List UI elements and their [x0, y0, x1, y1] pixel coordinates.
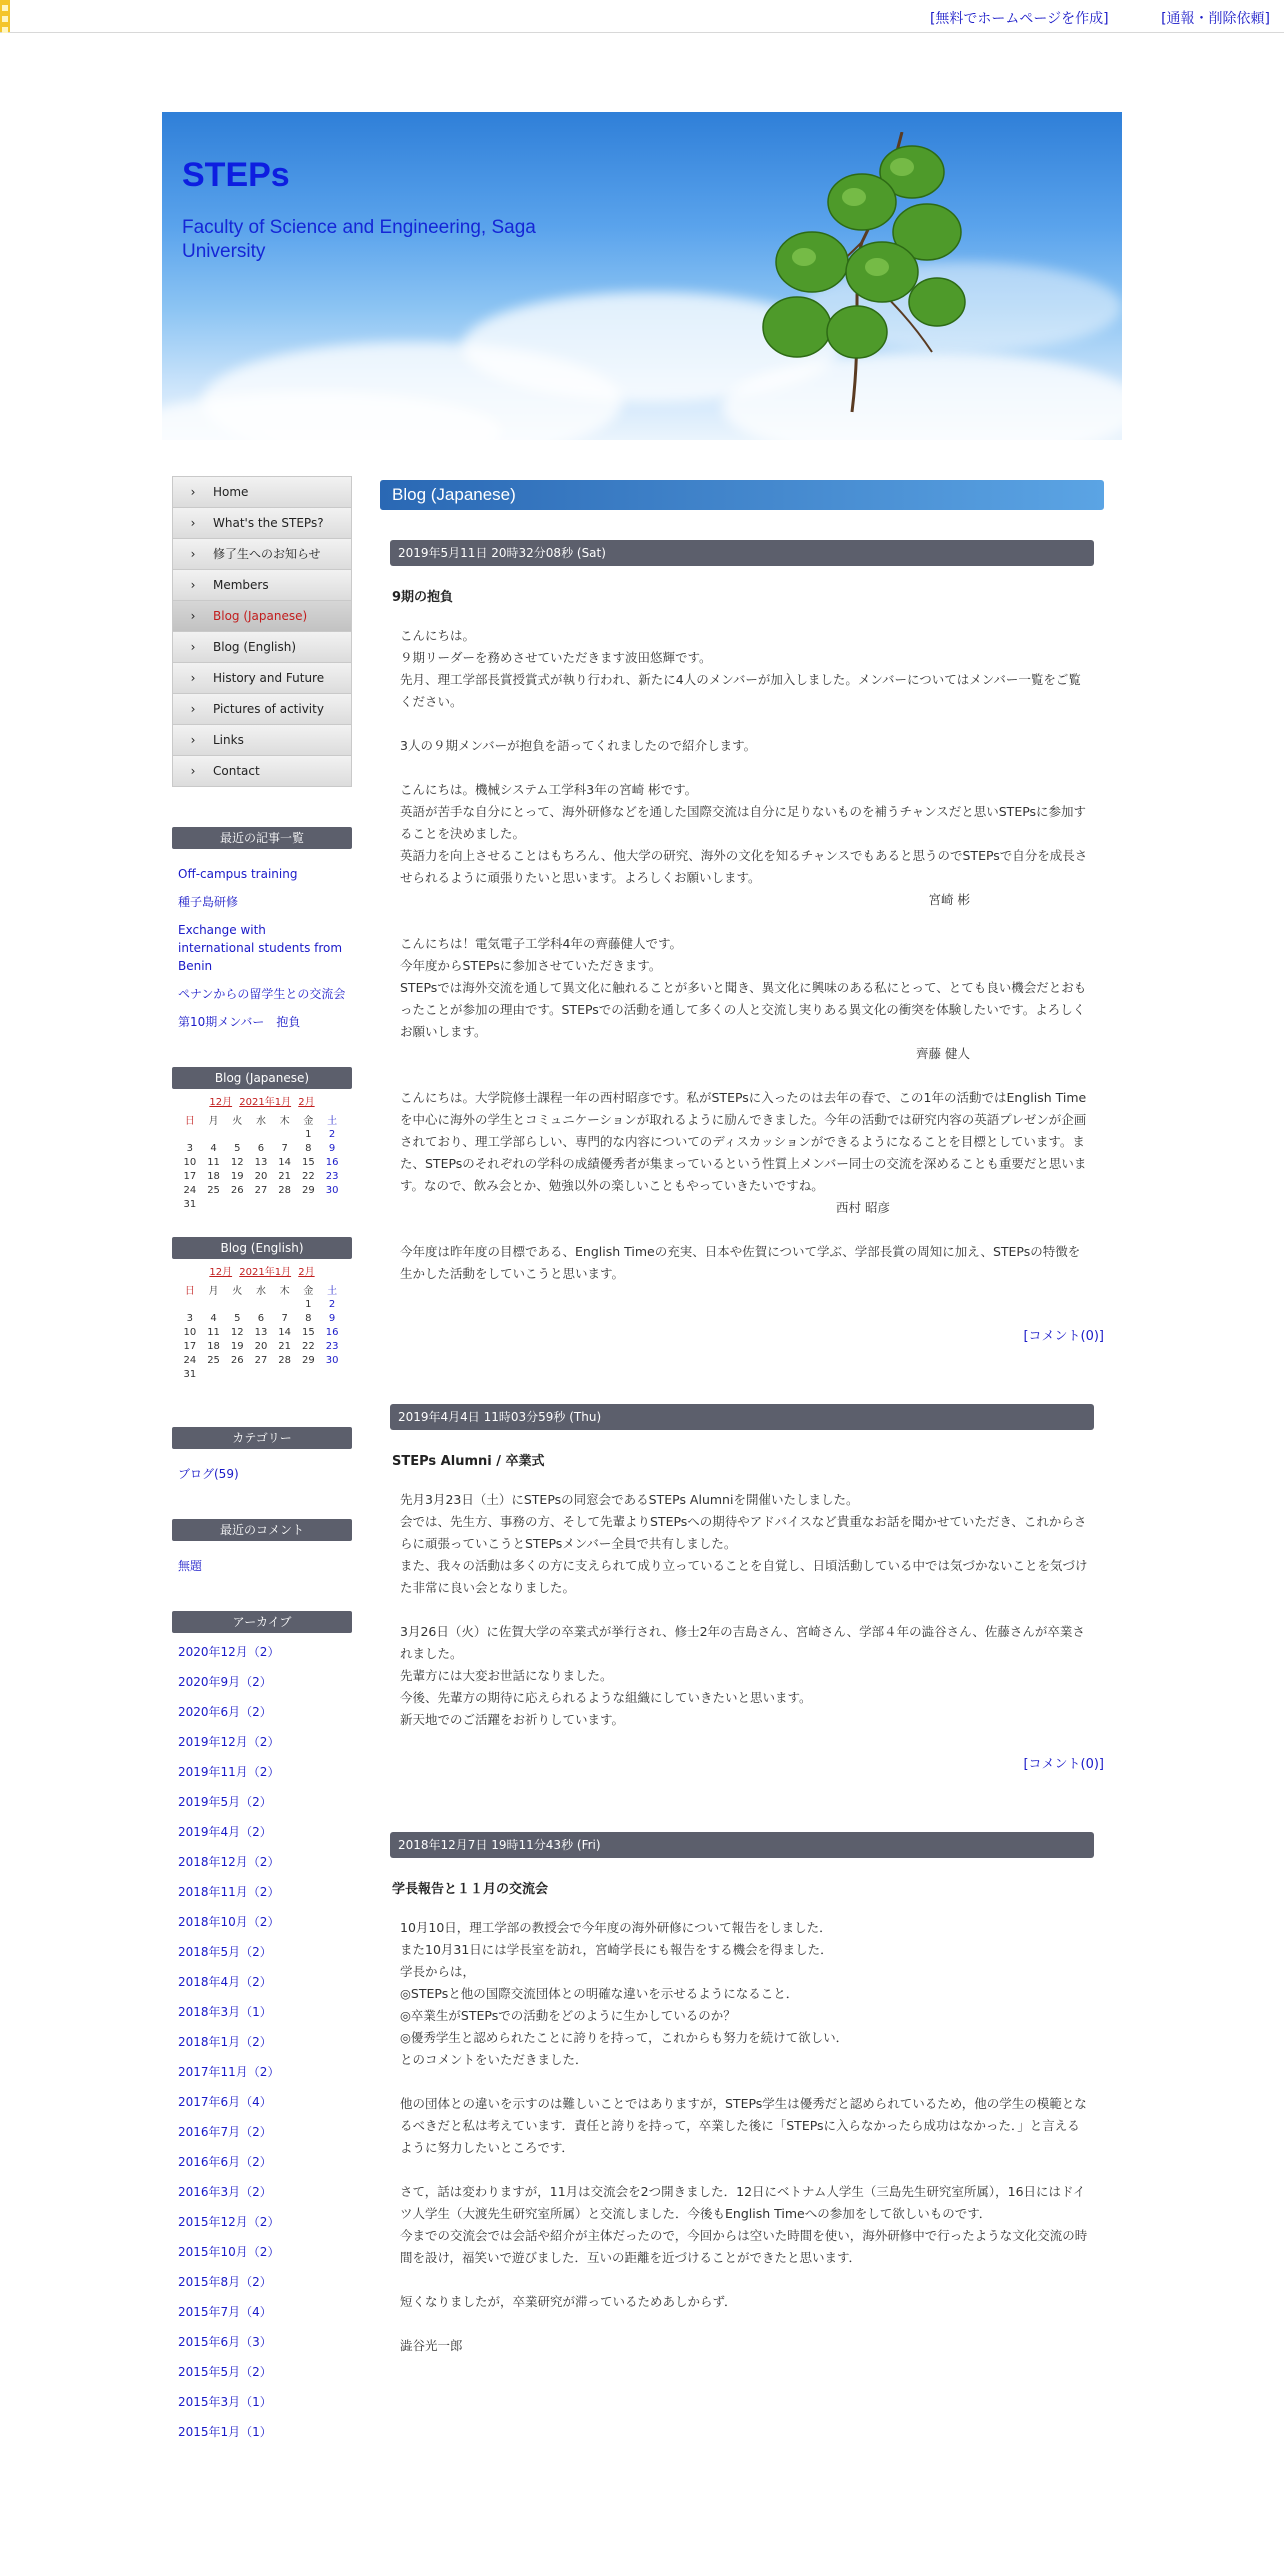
calendar-day: 28 — [278, 1354, 292, 1366]
post-paragraph — [400, 625, 1090, 713]
calendar-weekday: 火 — [232, 1116, 243, 1127]
calendar-day: 29 — [302, 1184, 315, 1196]
post-line: 3人の９期メンバーが抱負を語ってくれましたので紹介します。 — [400, 738, 757, 753]
archive-link[interactable]: 2015年5月（2） — [178, 2365, 272, 2379]
nav-graduates-notice[interactable] — [173, 539, 351, 570]
calendar-day: 8 — [305, 1312, 312, 1324]
nav-label: Links — [213, 733, 244, 747]
post-line: 3月26日（火）に佐賀大学の卒業式が挙行され、修士2年の吉島さん、宮崎さん、学部４年の澁谷さん、佐藤さんが卒業されました。 — [400, 1624, 1085, 1661]
chevron-right-icon: › — [190, 516, 196, 530]
recent-comments-heading: 最近のコメント — [172, 1519, 352, 1541]
post-line: 今年度からSTEPsに参加させていただきます。 — [400, 958, 662, 973]
calendar-day: 5 — [234, 1312, 241, 1324]
archive-link[interactable]: 2015年3月（1） — [178, 2395, 272, 2409]
site-badge-icon[interactable] — [0, 0, 10, 32]
calendar-weekday: 火 — [232, 1286, 243, 1297]
calendar-day — [178, 1297, 202, 1311]
nav-blog-japanese[interactable] — [173, 601, 351, 632]
recent-comments-list — [172, 1541, 352, 1575]
calendar-day: 13 — [254, 1156, 268, 1168]
post-paragraph — [400, 933, 1090, 1065]
post-date: 2018年12月7日 19時11分43秒 (Fri) — [390, 1832, 1094, 1858]
calendar-day: 1 — [305, 1128, 312, 1140]
calendar-day: 29 — [302, 1354, 315, 1366]
post-line: STEPsでは海外交流を通して異文化に触れることが多いと聞き、異文化に興味のある私にとって、とても良い機会だとおもったことが参加の理由です。STEPsでの活動を通して多くの人と交流し実りある異文化の衝突を体験したいです。よろしくお願いします。 — [400, 980, 1087, 1039]
calendar-day: 4 — [210, 1312, 217, 1324]
post-date: 2019年4月4日 11時03分59秒 (Thu) — [390, 1404, 1094, 1430]
post-line: 他の団体との違いを示すのは難しいことではありますが，STEPs学生は優秀だと認められているため，他の学生の模範となるべきだと私は考えています．責任と誇りを持って，卒業した後に「STEPsに入らなかったら成功はなかった．」と言えるように努力したいところです． — [400, 2096, 1087, 2155]
post-date: 2019年5月11日 20時32分08秒 (Sat) — [390, 540, 1094, 566]
post-line: 今年度は昨年度の目標である、English Timeの充実、日本や佐賀について学ぶ、学部長賞の周知に加え、STEPsの特徴を生かした活動をしていこうと思います。 — [400, 1244, 1081, 1281]
main-content — [380, 480, 1104, 2379]
recent-post-link[interactable]: Off-campus training — [178, 867, 298, 881]
calendar-day — [249, 1297, 273, 1311]
archive-link[interactable]: 2019年4月（2） — [178, 1825, 272, 1839]
comment-link[interactable]: [コメント(0)] — [1023, 1757, 1104, 1772]
chevron-right-icon: › — [190, 702, 196, 716]
post-signature: 西村 昭彦 — [836, 1200, 890, 1215]
post-line: こんにちは。機械システム工学科3年の宮崎 彬です。 — [400, 782, 698, 797]
site-title[interactable]: STEPs — [182, 156, 290, 194]
leaf-branch-icon — [742, 132, 982, 422]
calendar-day: 17 — [183, 1170, 197, 1182]
post-title: 学長報告と１１月の交流会 — [392, 1882, 549, 1897]
calendar-day: 14 — [278, 1156, 292, 1168]
comment-link[interactable]: 無題 — [178, 1559, 203, 1573]
calendar-day: 30 — [325, 1354, 339, 1366]
nav-history[interactable] — [173, 663, 351, 694]
archive-link[interactable]: 2018年5月（2） — [178, 1945, 272, 1959]
calendar-weekday: 水 — [255, 1286, 266, 1297]
recent-post-link[interactable]: ペナンからの留学生との交流会 — [178, 987, 346, 1001]
calendar-day: 23 — [325, 1170, 339, 1182]
calendar-weekday: 木 — [279, 1286, 290, 1297]
calendar-day — [249, 1197, 273, 1211]
post-paragraph — [400, 779, 1090, 911]
sidebar — [172, 476, 352, 2447]
archive-link[interactable]: 2020年12月（2） — [178, 1645, 280, 1659]
calendar-day — [202, 1127, 226, 1141]
post-paragraph — [400, 1489, 1090, 1599]
calendar-day — [178, 1127, 202, 1141]
nav-label: Home — [213, 485, 249, 499]
recent-post-link[interactable]: 種子島研修 — [178, 895, 239, 909]
calendar-day: 22 — [302, 1340, 315, 1352]
post-paragraph — [400, 1621, 1090, 1731]
main-nav — [172, 476, 352, 787]
blog-post — [380, 1832, 1104, 2357]
calendar-weekday: 日 — [184, 1286, 195, 1297]
calendar-next-link[interactable]: 2月 — [298, 1267, 315, 1278]
post-line: 英語が苦手な自分にとって、海外研修などを通した国際交流は自分に足りないものを補うチャンスだと思いSTEPsに参加することを決めました。 — [400, 804, 1087, 841]
post-footer — [380, 1325, 1104, 1344]
calendar-day — [225, 1197, 249, 1211]
post-line: ◎STEPsと他の国際交流団体との明確な違いを示せるようになること． — [400, 1986, 799, 2001]
calendar-day — [202, 1297, 226, 1311]
nav-label: Blog (Japanese) — [213, 609, 308, 623]
archive-link[interactable]: 2015年12月（2） — [178, 2215, 280, 2229]
post-line: 短くなりましたが，卒業研究が滞っているためあしからず． — [400, 2294, 737, 2309]
archive-link[interactable]: 2015年8月（2） — [178, 2275, 272, 2289]
calendar-day — [249, 1367, 273, 1381]
post-paragraph — [400, 2335, 1090, 2357]
nav-home[interactable] — [173, 477, 351, 508]
archive-link[interactable]: 2018年3月（1） — [178, 2005, 272, 2019]
calendar-en — [172, 1259, 352, 1381]
calendar-day — [225, 1127, 249, 1141]
calendar-day — [297, 1367, 321, 1381]
archive-link[interactable]: 2018年1月（2） — [178, 2035, 272, 2049]
recent-posts-list — [172, 849, 352, 1031]
calendar-nav — [178, 1093, 346, 1108]
post-line: 今後、先輩方の期待に応えられるような組織にしていきたいと思います。 — [400, 1690, 812, 1705]
calendar-day — [249, 1127, 273, 1141]
archive-link[interactable]: 2019年5月（2） — [178, 1795, 272, 1809]
chevron-right-icon: › — [190, 733, 196, 747]
nav-label: Contact — [213, 764, 260, 778]
calendar-prev-link[interactable]: 12月 — [209, 1267, 233, 1278]
calendar-day — [273, 1197, 297, 1211]
calendar-grid — [178, 1282, 344, 1381]
chevron-right-icon: › — [190, 578, 196, 592]
post-paragraph — [400, 735, 1090, 757]
calendar-day: 19 — [230, 1340, 244, 1352]
post-paragraph — [400, 2093, 1090, 2159]
post-title: STEPs Alumni / 卒業式 — [392, 1454, 545, 1469]
calendar-day: 15 — [302, 1156, 315, 1168]
calendar-day: 25 — [207, 1184, 220, 1196]
calendar-next-link[interactable]: 2月 — [298, 1097, 315, 1108]
calendar-day: 11 — [207, 1156, 220, 1168]
post-line: 10月10日，理工学部の教授会で今年度の海外研修について報告をしました． — [400, 1920, 832, 1935]
calendar-weekday: 日 — [184, 1116, 195, 1127]
create-homepage-link[interactable]: [無料でホームページを作成] — [929, 11, 1109, 27]
post-line: 先輩方には大変お世話になりました。 — [400, 1668, 613, 1683]
calendar-weekday: 水 — [255, 1116, 266, 1127]
calendar-day: 6 — [257, 1142, 265, 1154]
recent-post-link[interactable]: 第10期メンバー 抱負 — [178, 1015, 301, 1029]
calendar-day: 15 — [302, 1326, 315, 1338]
chevron-right-icon: › — [190, 640, 196, 654]
archive-list — [172, 1633, 352, 2447]
post-signature: 宮崎 彬 — [928, 892, 970, 907]
calendar-weekday: 月 — [208, 1116, 219, 1127]
calendar-day: 31 — [183, 1198, 197, 1210]
post-line: 会では、先生方、事務の方、そして先輩よりSTEPsへの期待やアドバイスなど貴重なお話を聞かせていただき、これからさらに頑張っていこうとSTEPsメンバー全員で共有しました。 — [400, 1514, 1087, 1551]
calendar-day: 26 — [230, 1184, 244, 1196]
calendar-day: 6 — [257, 1312, 265, 1324]
post-line: こんにちは。 — [400, 628, 476, 643]
post-line: 先月3月23日（土）にSTEPsの同窓会であるSTEPs Alumniを開催いたしました。 — [400, 1492, 859, 1507]
nav-label: 修了生へのお知らせ — [213, 547, 321, 561]
post-paragraph — [400, 1917, 1090, 2071]
post-line: さて，話は変わりますが，11月は交流会を2つ開きました．12日にベトナム人学生（三島先生研究室所属），16日にはドイツ人学生（大渡先生研究室所属）と交流しました．今後もEnglish Timeへの参加をして欲しいものです． — [400, 2184, 1086, 2221]
calendar-day: 27 — [254, 1354, 268, 1366]
calendar-current-link[interactable]: 2021年1月 — [239, 1267, 292, 1278]
calendar-day: 23 — [325, 1340, 339, 1352]
post-line: また、我々の活動は多くの方に支えられて成り立っていることを自覚し、日頃活動している中では気づかないことを気づけた非常に良い会となりました。 — [400, 1558, 1088, 1595]
top-bar — [0, 0, 1284, 33]
site-subtitle: Faculty of Science and Engineering, Saga University — [182, 217, 536, 262]
post-paragraph — [400, 1241, 1090, 1285]
calendar-day: 17 — [183, 1340, 197, 1352]
calendar-day: 9 — [328, 1142, 336, 1154]
archive-link[interactable]: 2019年11月（2） — [178, 1765, 280, 1779]
calendar-day: 24 — [183, 1184, 197, 1196]
calendar-weekday: 木 — [279, 1116, 290, 1127]
calendar-day: 8 — [305, 1142, 312, 1154]
calendar-day: 20 — [254, 1340, 268, 1352]
calendar-jp — [172, 1089, 352, 1211]
chevron-right-icon: › — [190, 485, 196, 499]
calendar-day: 13 — [254, 1326, 268, 1338]
calendar-day — [320, 1367, 344, 1381]
top-links — [882, 8, 1270, 28]
calendar-day: 7 — [281, 1312, 288, 1324]
nav-contact[interactable] — [173, 756, 351, 786]
calendar-day: 25 — [207, 1354, 220, 1366]
post-body — [400, 1489, 1090, 1731]
calendar-day — [225, 1297, 249, 1311]
calendar-day: 3 — [186, 1142, 194, 1154]
calendar-day: 18 — [207, 1340, 220, 1352]
post-paragraph — [400, 1087, 1090, 1219]
nav-links[interactable] — [173, 725, 351, 756]
post-line: 学長からは， — [400, 1964, 476, 1979]
post-body — [400, 625, 1090, 1285]
post-line: 先月、理工学部長賞授賞式が執り行われ、新たに4人のメンバーが加入しました。メンバーについてはメンバー一覧をご覧ください。 — [400, 672, 1081, 709]
calendar-day: 28 — [278, 1184, 292, 1196]
blog-post — [380, 540, 1104, 1344]
nav-label: Members — [213, 578, 269, 592]
calendar-day — [297, 1197, 321, 1211]
nav-members[interactable] — [173, 570, 351, 601]
calendar-weekday: 金 — [303, 1116, 314, 1127]
calendar-day: 2 — [328, 1128, 336, 1140]
calendar-weekday: 月 — [208, 1286, 219, 1297]
archive-link[interactable]: 2018年12月（2） — [178, 1855, 280, 1869]
calendar-day: 4 — [210, 1142, 217, 1154]
chevron-right-icon: › — [190, 547, 196, 561]
calendar-day: 27 — [254, 1184, 268, 1196]
calendar-day: 12 — [230, 1326, 244, 1338]
calendar-day: 21 — [278, 1170, 292, 1182]
archive-link[interactable]: 2016年7月（2） — [178, 2125, 272, 2139]
archive-link[interactable]: 2018年10月（2） — [178, 1915, 280, 1929]
calendar-day: 22 — [302, 1170, 315, 1182]
blog-heading: Blog (Japanese) — [380, 480, 1104, 510]
calendar-day: 9 — [328, 1312, 336, 1324]
calendar-day: 1 — [305, 1298, 312, 1310]
calendar-day: 18 — [207, 1170, 220, 1182]
calendar-day: 7 — [281, 1142, 288, 1154]
nav-blog-english[interactable] — [173, 632, 351, 663]
chevron-right-icon: › — [190, 671, 196, 685]
post-body — [400, 1917, 1090, 2357]
calendar-day — [225, 1367, 249, 1381]
calendar-day: 26 — [230, 1354, 244, 1366]
calendar-day: 21 — [278, 1340, 292, 1352]
post-line: また10月31日には学長室を訪れ，宮崎学長にも報告をする機会を得ました． — [400, 1942, 833, 1957]
nav-label: Pictures of activity — [213, 702, 324, 716]
recent-posts-heading: 最近の記事一覧 — [172, 827, 352, 849]
report-link[interactable]: [通報・削除依頼] — [1161, 11, 1270, 27]
category-list — [172, 1449, 352, 1483]
nav-label: Blog (English) — [213, 640, 297, 654]
post-list — [380, 540, 1104, 2357]
post-line: こんにちは。大学院修士課程一年の西村昭彦です。私がSTEPsに入ったのは去年の春で、この1年の活動ではEnglish Timeを中心に海外の学生とコミュニケーションが取れるように励んできました。今年の活動では研究内容の英語プレゼンが企画されており、理工学部らしい、専門的な内容についてのディスカッションができるようになることを目標としています。また、STEPsのそれぞれの学科の成績優秀者が集まっているという性質上メンバー同士の交流を深めることも重要だと思います。なので、飲み会とか、勉強以外の楽しいこともやっていきたいですね。 — [400, 1090, 1087, 1193]
post-title: 9期の抱負 — [392, 590, 454, 605]
nav-whats-steps[interactable] — [173, 508, 351, 539]
post-line: 澁谷光一郎 — [400, 2338, 463, 2353]
header-banner — [162, 112, 1122, 440]
archive-link[interactable]: 2018年4月（2） — [178, 1975, 272, 1989]
calendar-day: 2 — [328, 1298, 336, 1310]
calendar-day — [273, 1367, 297, 1381]
post-paragraph — [400, 2291, 1090, 2313]
post-signature: 齊藤 健人 — [916, 1046, 970, 1061]
calendar-day: 12 — [230, 1156, 244, 1168]
nav-label: History and Future — [213, 671, 325, 685]
calendar-day — [273, 1297, 297, 1311]
calendar-day: 16 — [325, 1156, 339, 1168]
archive-link[interactable]: 2017年6月（4） — [178, 2095, 272, 2109]
blog-post — [380, 1404, 1104, 1772]
post-line: ◎優秀学生と認められたことに誇りを持って，これからも努力を続けて欲しい． — [400, 2030, 849, 2045]
archive-link[interactable]: 2015年7月（4） — [178, 2305, 272, 2319]
calendar-day: 30 — [325, 1184, 339, 1196]
calendar-jp-heading: Blog (Japanese) — [172, 1067, 352, 1089]
post-paragraph — [400, 2181, 1090, 2269]
calendar-day — [202, 1367, 226, 1381]
calendar-day: 3 — [186, 1312, 194, 1324]
nav-label: What's the STEPs? — [213, 516, 324, 530]
post-line: とのコメントをいただきました． — [400, 2052, 588, 2067]
calendar-current-link[interactable]: 2021年1月 — [239, 1097, 292, 1108]
category-link[interactable]: ブログ(59) — [178, 1467, 239, 1481]
archive-link[interactable]: 2016年6月（2） — [178, 2155, 272, 2169]
archive-link[interactable]: 2016年3月（2） — [178, 2185, 272, 2199]
calendar-day — [320, 1197, 344, 1211]
calendar-nav — [178, 1263, 346, 1278]
calendar-day: 20 — [254, 1170, 268, 1182]
calendar-day: 10 — [183, 1156, 197, 1168]
calendar-day: 14 — [278, 1326, 292, 1338]
archive-link[interactable]: 2018年11月（2） — [178, 1885, 280, 1899]
archive-link[interactable]: 2015年6月（3） — [178, 2335, 272, 2349]
calendar-weekday: 土 — [327, 1116, 338, 1127]
nav-pictures[interactable] — [173, 694, 351, 725]
chevron-right-icon: › — [190, 609, 196, 623]
recent-post-link[interactable]: Exchange with international students from Benin — [178, 923, 343, 973]
calendar-grid — [178, 1112, 344, 1211]
calendar-day — [202, 1197, 226, 1211]
calendar-day — [273, 1127, 297, 1141]
archive-link[interactable]: 2019年12月（2） — [178, 1735, 280, 1749]
chevron-right-icon: › — [190, 764, 196, 778]
calendar-weekday: 土 — [327, 1286, 338, 1297]
calendar-day: 16 — [325, 1326, 339, 1338]
post-footer — [380, 1753, 1104, 1772]
post-line: ９期リーダーを務めさせていただきます波田悠輝です。 — [400, 650, 712, 665]
calendar-day: 5 — [234, 1142, 241, 1154]
calendar-en-heading: Blog (English) — [172, 1237, 352, 1259]
post-line: ◎卒業生がSTEPsでの活動をどのように生かしているのか？ — [400, 2008, 736, 2023]
post-line: こんにちは！電気電子工学科4年の齊藤健人です。 — [400, 936, 682, 951]
calendar-day: 19 — [230, 1170, 244, 1182]
calendar-weekday: 金 — [303, 1286, 314, 1297]
archive-link[interactable]: 2017年11月（2） — [178, 2065, 280, 2079]
archive-heading: アーカイブ — [172, 1611, 352, 1633]
calendar-day: 10 — [183, 1326, 197, 1338]
calendar-day: 11 — [207, 1326, 220, 1338]
calendar-prev-link[interactable]: 12月 — [209, 1097, 233, 1108]
archive-link[interactable]: 2020年9月（2） — [178, 1675, 272, 1689]
calendar-day: 24 — [183, 1354, 197, 1366]
archive-link[interactable]: 2015年1月（1） — [178, 2425, 272, 2439]
comment-link[interactable]: [コメント(0)] — [1023, 1329, 1104, 1344]
post-line: 英語力を向上させることはもちろん、他大学の研究、海外の文化を知るチャンスでもあると思うのでSTEPsで自分を成長させられるように頑張りたいと思います。よろしくお願いします。 — [400, 848, 1088, 885]
category-heading: カテゴリー — [172, 1427, 352, 1449]
calendar-day: 31 — [183, 1368, 197, 1380]
post-line: 新天地でのご活躍をお祈りしています。 — [400, 1712, 625, 1727]
archive-link[interactable]: 2015年10月（2） — [178, 2245, 280, 2259]
archive-link[interactable]: 2020年6月（2） — [178, 1705, 272, 1719]
post-line: 今までの交流会では会話や紹介が主体だったので，今回からは空いた時間を使い，海外研修中で行ったような文化交流の時間を設け，福笑いで遊びました．互いの距離を近づけることができたと思います． — [400, 2228, 1088, 2265]
